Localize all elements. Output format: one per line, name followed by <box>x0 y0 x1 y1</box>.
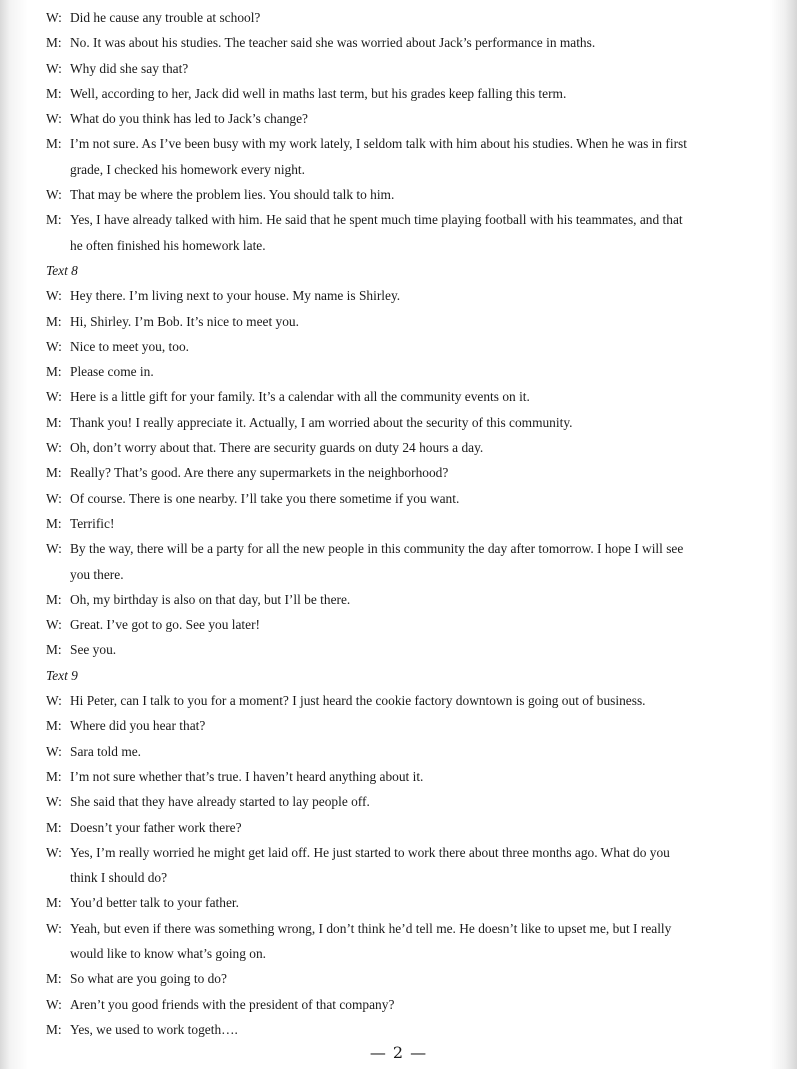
dialogue-text: Of course. There is one nearby. I’ll take you there sometime if you want. <box>70 490 460 506</box>
speaker-label: W: <box>46 617 62 633</box>
dialogue-line <box>46 713 762 738</box>
dialogue-line <box>46 106 762 131</box>
speaker-label: W: <box>46 794 62 810</box>
dialogue-text: Here is a little gift for your family. It’s a calendar with all the community events on it. <box>70 389 530 405</box>
dialogue-text: Yes, I have already talked with him. He said that he spent much time playing football with his teammates, and that <box>70 212 683 228</box>
dialogue-line <box>46 207 762 232</box>
dialogue-continuation: would like to know what’s going on. <box>70 945 267 961</box>
speaker-label: M: <box>46 819 62 835</box>
speaker-label: M: <box>46 642 62 658</box>
dialogue-text: I’m not sure. As I’ve been busy with my work lately, I seldom talk with him about his studies. When he was in first <box>70 136 687 152</box>
speaker-label: W: <box>46 743 62 759</box>
dialogue-line <box>46 384 762 409</box>
dialogue-text: So what are you going to do? <box>70 971 227 987</box>
dialogue-line <box>46 612 762 637</box>
dialogue-line <box>46 309 762 334</box>
speaker-label: M: <box>46 1021 62 1037</box>
speaker-label: M: <box>46 364 62 380</box>
dialogue-text: Please come in. <box>70 364 154 380</box>
speaker-label: W: <box>46 490 62 506</box>
dialogue-text: Oh, don’t worry about that. There are security guards on duty 24 hours a day. <box>70 440 484 456</box>
speaker-label: W: <box>46 440 62 456</box>
speaker-label: W: <box>46 338 62 354</box>
speaker-label: M: <box>46 465 62 481</box>
dialogue-text: Aren’t you good friends with the president of that company? <box>70 996 395 1012</box>
dialogue-continuation: think I should do? <box>70 870 168 886</box>
page-number: — 2 — <box>369 1043 428 1062</box>
dialogue-line <box>46 992 762 1017</box>
dialogue-text: Well, according to her, Jack did well in maths last term, but his grades keep falling this term. <box>70 85 567 101</box>
dialogue-text: Really? That’s good. Are there any supermarkets in the neighborhood? <box>70 465 449 481</box>
dialogue-text: Yeah, but even if there was something wrong, I don’t think he’d tell me. He doesn’t like to upset me, but I really <box>70 920 672 936</box>
dialogue-line <box>46 5 762 30</box>
speaker-label: W: <box>46 693 62 709</box>
dialogue-line <box>46 435 762 460</box>
dialogue-continuation: you there. <box>70 566 124 582</box>
speaker-label: W: <box>46 844 62 860</box>
dialogue-line <box>46 764 762 789</box>
speaker-label: M: <box>46 313 62 329</box>
dialogue-line <box>46 916 762 941</box>
dialogue-line <box>46 840 762 865</box>
speaker-label: W: <box>46 920 62 936</box>
dialogue-line <box>46 30 762 55</box>
dialogue-line <box>46 511 762 536</box>
dialogue-text: Did he cause any trouble at school? <box>70 10 261 25</box>
dialogue-line <box>46 56 762 81</box>
dialogue-line <box>46 789 762 814</box>
section-heading: Text 9 <box>46 667 78 683</box>
dialogue-continuation: he often finished his homework late. <box>70 237 266 253</box>
dialogue-line <box>46 688 762 713</box>
speaker-label: W: <box>46 187 62 203</box>
dialogue-text: Yes, we used to work togeth…. <box>70 1021 238 1037</box>
speaker-label: W: <box>46 288 62 304</box>
dialogue-line <box>46 637 762 662</box>
dialogue-line <box>46 1017 762 1042</box>
dialogue-line <box>46 334 762 359</box>
speaker-label: M: <box>46 212 62 228</box>
dialogue-line <box>46 890 762 915</box>
dialogue-line <box>46 486 762 511</box>
dialogue-text: I’m not sure whether that’s true. I haven’t heard anything about it. <box>70 768 424 784</box>
speaker-label: W: <box>46 60 62 76</box>
dialogue-text: That may be where the problem lies. You should talk to him. <box>70 187 395 203</box>
speaker-label: M: <box>46 591 62 607</box>
dialogue-text: By the way, there will be a party for all the new people in this community the day after tomorrow. I hope I will see <box>70 541 684 557</box>
dialogue-text: What do you think has led to Jack’s change? <box>70 111 308 127</box>
dialogue-text: Nice to meet you, too. <box>70 338 189 354</box>
dialogue-text: Hi, Shirley. I’m Bob. It’s nice to meet you. <box>70 313 299 329</box>
speaker-label: W: <box>46 10 62 25</box>
dialogue-line <box>46 81 762 106</box>
speaker-label: M: <box>46 35 62 51</box>
dialogue-text: Thank you! I really appreciate it. Actually, I am worried about the security of this community. <box>70 414 573 430</box>
dialogue-line <box>46 359 762 384</box>
speaker-label: M: <box>46 971 62 987</box>
speaker-label: M: <box>46 85 62 101</box>
dialogue-line <box>46 182 762 207</box>
section-heading: Text 8 <box>46 262 78 278</box>
dialogue-text: Yes, I’m really worried he might get laid off. He just started to work there about three months ago. What do you <box>70 844 670 860</box>
speaker-label: M: <box>46 718 62 734</box>
dialogue-line <box>46 283 762 308</box>
speaker-label: M: <box>46 515 62 531</box>
speaker-label: M: <box>46 895 62 911</box>
dialogue-text: Sara told me. <box>70 743 142 759</box>
dialogue-text: Where did you hear that? <box>70 718 206 734</box>
dialogue-line <box>46 536 762 561</box>
dialogue-line <box>46 460 762 485</box>
dialogue-line <box>46 815 762 840</box>
speaker-label: W: <box>46 389 62 405</box>
dialogue-text: No. It was about his studies. The teacher said she was worried about Jack’s performance in maths. <box>70 35 596 51</box>
dialogue-text: Doesn’t your father work there? <box>70 819 242 835</box>
speaker-label: M: <box>46 768 62 784</box>
dialogue-text: Oh, my birthday is also on that day, but I’ll be there. <box>70 591 351 607</box>
dialogue-text: See you. <box>70 642 117 658</box>
dialogue-text: Hey there. I’m living next to your house. My name is Shirley. <box>70 288 401 304</box>
transcript-body <box>46 5 762 1042</box>
dialogue-line <box>46 410 762 435</box>
dialogue-line <box>46 587 762 612</box>
speaker-label: W: <box>46 111 62 127</box>
speaker-label: W: <box>46 996 62 1012</box>
dialogue-text: Hi Peter, can I talk to you for a moment? I just heard the cookie factory downtown is going out of business. <box>70 693 646 709</box>
speaker-label: W: <box>46 541 62 557</box>
dialogue-text: Why did she say that? <box>70 60 189 76</box>
dialogue-text: Terrific! <box>70 515 115 531</box>
dialogue-text: She said that they have already started to lay people off. <box>70 794 370 810</box>
dialogue-line <box>46 131 762 156</box>
speaker-label: M: <box>46 414 62 430</box>
dialogue-continuation: grade, I checked his homework every night. <box>70 161 305 177</box>
dialogue-text: Great. I’ve got to go. See you later! <box>70 617 261 633</box>
speaker-label: M: <box>46 136 62 152</box>
dialogue-line <box>46 739 762 764</box>
dialogue-text: You’d better talk to your father. <box>70 895 239 911</box>
dialogue-line <box>46 966 762 991</box>
